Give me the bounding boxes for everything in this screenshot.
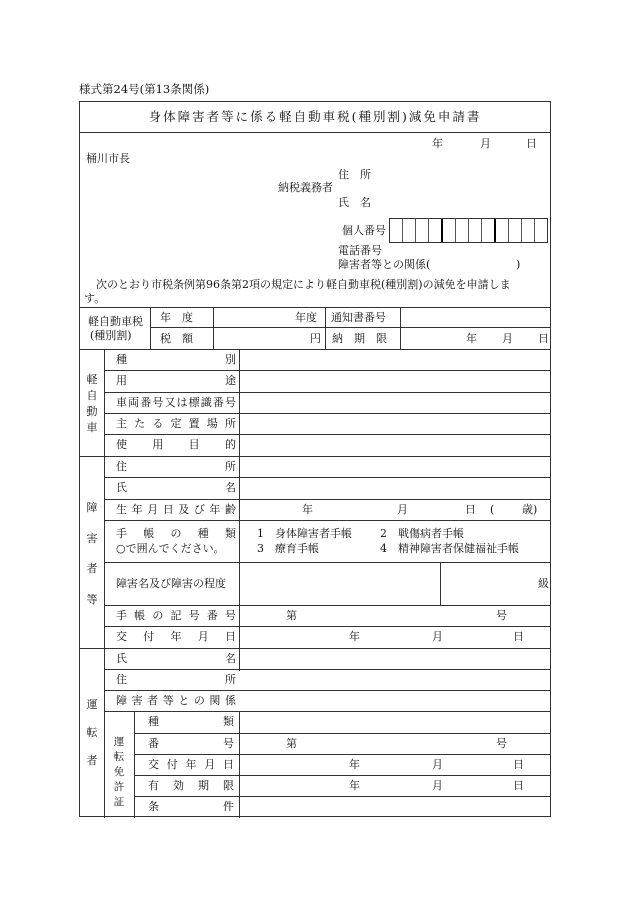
notebook-option-2[interactable]: 2 戦傷病者手帳 [380, 527, 464, 540]
license-number-prefix: 第 [286, 737, 297, 750]
digit-box[interactable] [535, 219, 547, 242]
issue-date-label: 交 付 年 月 日 [116, 630, 236, 643]
license-label: 運 転 免 許 証 [113, 736, 125, 808]
digit-box[interactable] [522, 219, 535, 242]
issue-year: 年 [349, 630, 360, 643]
relation-label: 障害者等との関係( [338, 258, 431, 271]
digit-box[interactable] [416, 219, 429, 242]
yen-unit: 円 [310, 332, 321, 345]
notebook-kind-label: 手 帳 の 種 類 [116, 527, 236, 540]
statement-line-1: 次のとおり市税条例第96条第2項の規定により軽自動車税(種別割)の減免を申請しま [96, 278, 511, 291]
vehicle-location-label: 主 た る 定 置 場 所 [116, 417, 236, 430]
disability-label: 障害名及び障害の程度 [116, 577, 226, 590]
license-valid-month: 月 [432, 779, 443, 792]
digit-box[interactable] [482, 219, 496, 242]
license-kind-label: 種 類 [148, 715, 234, 728]
application-form [79, 101, 551, 817]
notebook-option-1[interactable]: 1 身体障害者手帳 [257, 527, 352, 540]
notice-number-label: 通知書番号 [331, 311, 386, 324]
notebook-option-3[interactable]: 3 療育手帳 [257, 542, 319, 555]
tax-amount-label: 税 額 [160, 332, 193, 345]
digit-box[interactable] [390, 219, 403, 242]
recipient-mayor: 桶川市長 [86, 152, 130, 165]
license-number-label: 番 号 [148, 737, 234, 750]
birth-age-label: 生 年 月 日 及 び 年 齢 [116, 503, 236, 516]
age-open: ( [490, 503, 495, 516]
driver-relation-label: 障 害 者 等 と の 関 係 [116, 694, 236, 707]
license-issue-year: 年 [349, 758, 360, 771]
license-valid-day: 日 [513, 779, 524, 792]
vehicle-section-label: 軽 自 動 車 [86, 373, 98, 434]
personal-number-boxes[interactable] [389, 218, 548, 243]
birth-day: 日 [465, 503, 476, 516]
digit-box[interactable] [496, 219, 509, 242]
driver-name-label: 氏 名 [116, 652, 236, 665]
vehicle-plate-label: 車 両 番 号 又 は 標 識 番 号 [116, 396, 236, 409]
fiscal-year-label: 年 度 [160, 311, 193, 324]
license-issue-month: 月 [432, 758, 443, 771]
date-year-label: 年 [432, 137, 443, 150]
form-number-label: 様式第24号(第13条関係) [79, 82, 210, 96]
notebook-kind-note: ○で囲んでください。 [116, 542, 225, 555]
driver-address-label: 住 所 [116, 673, 236, 686]
date-day-label: 日 [526, 137, 537, 150]
license-issue-label: 交 付 年 月 日 [148, 758, 234, 771]
taxpayer-address-label: 住 所 [338, 168, 371, 181]
date-month-label: 月 [480, 137, 491, 150]
vehicle-purpose-label: 使 用 目 的 [116, 438, 236, 451]
notebook-number-prefix: 第 [286, 609, 297, 622]
taxpayer-label: 納税義務者 [278, 181, 333, 194]
form-title: 身体障害者等に係る軽自動車税(種別割)減免申請書 [80, 102, 550, 133]
issue-month: 月 [432, 630, 443, 643]
vehicle-type-label: 種 別 [116, 353, 236, 366]
digit-box[interactable] [403, 219, 416, 242]
taxpayer-name-label: 氏 名 [338, 196, 371, 209]
digit-box[interactable] [429, 219, 443, 242]
birth-year: 年 [302, 503, 313, 516]
due-month: 月 [502, 332, 513, 345]
notebook-number-label: 手 帳 の 記 号 番 号 [116, 609, 236, 622]
issue-day: 日 [513, 630, 524, 643]
disabled-section-label: 障 害 者 等 [86, 501, 98, 606]
statement-line-2: す。 [84, 292, 106, 305]
disabled-name-label: 氏 名 [116, 481, 236, 494]
due-date-label: 納 期 限 [332, 332, 387, 345]
notebook-option-4[interactable]: 4 精神障害者保健福祉手帳 [380, 542, 519, 555]
tax-block-label-2: (種別割) [90, 329, 132, 342]
grade-label: 級 [538, 577, 549, 590]
digit-box[interactable] [456, 219, 469, 242]
digit-box[interactable] [469, 219, 482, 242]
digit-box[interactable] [509, 219, 522, 242]
fiscal-year-unit: 年度 [295, 311, 317, 324]
driver-section-label: 運 転 者 [86, 698, 98, 767]
license-issue-day: 日 [513, 758, 524, 771]
phone-label: 電話番号 [338, 244, 382, 257]
digit-box[interactable] [443, 219, 456, 242]
license-number-suffix: 号 [496, 737, 507, 750]
due-year: 年 [466, 332, 477, 345]
personal-number-label: 個人番号 [342, 224, 386, 237]
license-valid-year: 年 [349, 779, 360, 792]
notebook-number-suffix: 号 [496, 609, 507, 622]
birth-month: 月 [397, 503, 408, 516]
license-condition-label: 条 件 [148, 800, 234, 813]
relation-close: ) [516, 258, 521, 271]
license-valid-label: 有 効 期 限 [148, 779, 234, 792]
due-day: 日 [538, 332, 549, 345]
age-label: 歳) [522, 503, 538, 516]
vehicle-use-label: 用 途 [116, 374, 236, 387]
disabled-address-label: 住 所 [116, 460, 236, 473]
tax-block-label-1: 軽自動車税 [88, 315, 143, 328]
